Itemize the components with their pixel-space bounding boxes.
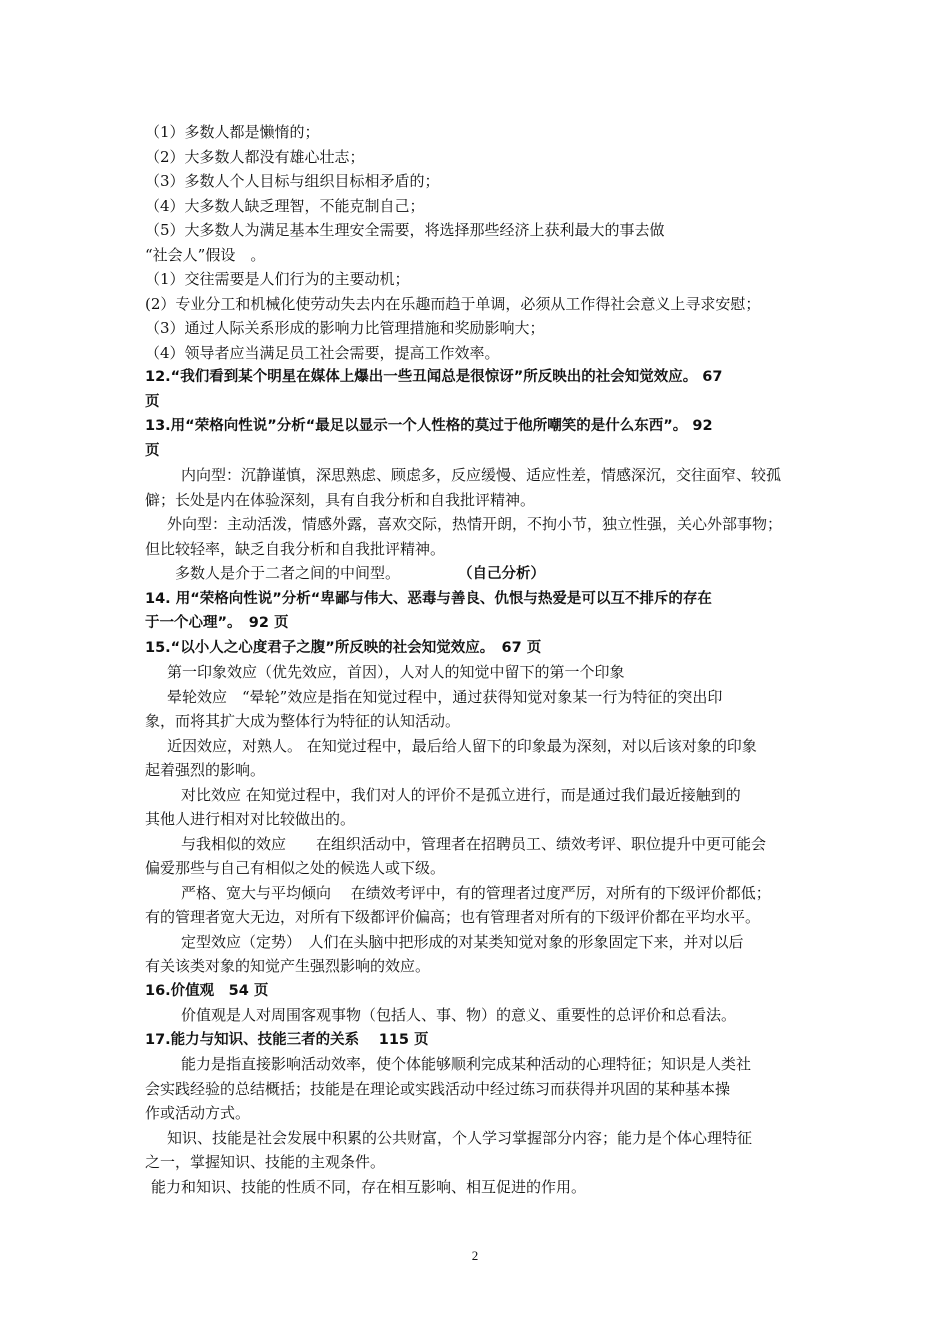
question-heading: 页: [145, 442, 160, 459]
text-line: [145, 561, 825, 587]
text-line: （4）领导者应当满足员工社会需要，提高工作效率。: [145, 343, 500, 362]
question-heading: 于一个心理”。 92 页: [145, 615, 289, 631]
text-line: 与我相似的效应 在组织活动中，管理者在招聘员工、绩效考评、职位提升中更可能会: [181, 834, 767, 853]
text-line: （5）大多数人为满足基本生理安全需要，将选择那些经济上获利最大的事去做: [145, 221, 665, 239]
text-line: （1）多数人都是懒惰的；: [145, 123, 320, 141]
text-line: 有的管理者宽大无边，对所有下级都评价偏高；也有管理者对所有的下级评价都在平均水平。: [145, 908, 761, 926]
question-heading: 16.价值观 54 页: [145, 982, 269, 999]
text-line: 价值观是人对周围客观事物（包括人、事、物）的意义、重要性的总评价和总看法。: [181, 1006, 737, 1024]
text-line: （1）交往需要是人们行为的主要动机；: [145, 270, 410, 288]
text-line: 有关该类对象的知觉产生强烈影响的效应。: [145, 957, 431, 975]
text-line: 内向型：沉静谨慎，深思熟虑、顾虑多，反应缓慢、适应性差，情感深沉，交往面窄、较孤: [181, 466, 782, 484]
question-heading: 15.“以小人之心度君子之腹”所反映的社会知觉效应。 67 页: [145, 639, 542, 656]
text-line: 第一印象效应（优先效应，首因），人对人的知觉中留下的第一个印象: [167, 663, 625, 681]
text-line: 能力是指直接影响活动效率，使个体能够顺利完成某种活动的心理特征；知识是人类社: [181, 1055, 752, 1073]
text-line: 外向型：主动活泼，情感外露，喜欢交际，热情开朗，不拘小节，独立性强，关心外部事物；: [167, 515, 783, 533]
text-line: 起着强烈的影响。: [145, 761, 266, 779]
page-number: 2: [471, 1248, 479, 1263]
text-line: 偏爱那些与自己有相似之处的候选人或下级。: [145, 859, 446, 877]
text-line: 近因效应，对熟人。 在知觉过程中，最后给人留下的印象最为深刻，对以后该对象的印象: [167, 736, 757, 755]
text-line: 其他人进行相对对比较做出的。: [145, 810, 356, 828]
section-heading: “社会人”假设 。: [145, 245, 266, 264]
question-heading: 13.用“荣格向性说”分析“最足以显示一个人性格的莫过于他所嘲笑的是什么东西”。 92: [145, 418, 713, 434]
text-line: 严格、宽大与平均倾向 在绩效考评中，有的管理者过度严厉，对所有的下级评价都低；: [181, 883, 771, 902]
text-span: 多数人是介于二者之间的中间型。: [175, 564, 401, 582]
text-line: 象，而将其扩大成为整体行为特征的认知活动。: [145, 712, 461, 730]
text-line: (2）专业分工和机械化使劳动失去内在乐趣而趋于单调，必须从工作得社会意义上寻求安慰；: [145, 294, 761, 313]
text-line: （3）多数人个人目标与组织目标相矛盾的；: [145, 172, 440, 190]
text-line: 会实践经验的总结概括；技能是在理论或实践活动中经过练习而获得并巩固的某种基本操: [145, 1079, 731, 1098]
text-line: （2）大多数人都没有雄心壮志；: [145, 147, 365, 166]
note-label: （自己分析）: [458, 566, 546, 582]
text-line: 之一，掌握知识、技能的主观条件。: [145, 1153, 386, 1171]
text-line: 晕轮效应 “晕轮”效应是指在知觉过程中，通过获得知觉对象某一行为特征的突出印: [167, 687, 723, 706]
question-heading: 12.“我们看到某个明星在媒体上爆出一些丑闻总是很惊讶”所反映出的社会知觉效应。 67: [145, 369, 723, 385]
text-line: 作或活动方式。: [145, 1104, 251, 1122]
document-body: [145, 120, 825, 1199]
text-line: 定型效应（定势） 人们在头脑中把形成的对某类知觉对象的形象固定下来，并对以后: [181, 932, 744, 951]
text-line: （4）大多数人缺乏理智，不能克制自己；: [145, 196, 425, 215]
text-line: 但比较轻率，缺乏自我分析和自我批评精神。: [145, 539, 446, 558]
question-heading: 页: [145, 393, 160, 410]
text-line: 知识、技能是社会发展中积累的公共财富，个人学习掌握部分内容；能力是个体心理特征: [167, 1128, 753, 1147]
text-line: 对比效应 在知觉过程中，我们对人的评价不是孤立进行，而是通过我们最近接触到的: [181, 785, 741, 804]
text-line: 僻；长处是内在体验深刻，具有自我分析和自我批评精神。: [145, 490, 536, 509]
text-line: 能力和知识、技能的性质不同，存在相互影响、相互促进的作用。: [151, 1177, 587, 1196]
text-line: （3）通过人际关系形成的影响力比管理措施和奖励影响大；: [145, 319, 545, 337]
question-heading: 14. 用“荣格向性说”分析“卑鄙与伟大、恶毒与善良、仇恨与热爱是可以互不排斥的存在: [145, 590, 712, 607]
question-heading: 17.能力与知识、技能三者的关系 115 页: [145, 1031, 429, 1048]
